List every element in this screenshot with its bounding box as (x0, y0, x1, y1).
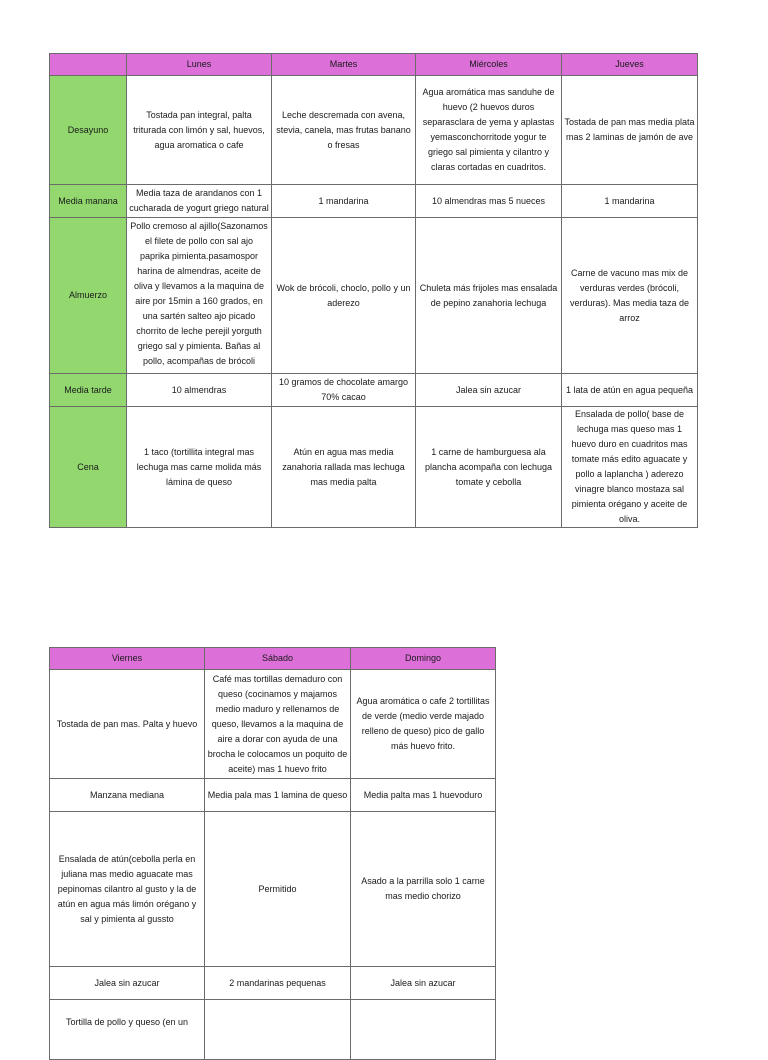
table-cell: Media pala mas 1 lamina de queso (205, 779, 351, 812)
table-cell: 10 almendras mas 5 nueces (416, 185, 562, 218)
table-cell: Carne de vacuno mas mix de verduras verdes (brócoli, verduras). Mas media taza de arroz (562, 218, 698, 374)
table-cell (205, 1000, 351, 1060)
table-cell: Wok de brócoli, choclo, pollo y un aderezo (272, 218, 416, 374)
table-cell: Atún en agua mas media zanahoria rallada mas lechuga mas media palta (272, 407, 416, 528)
cell-text: Tortilla de pollo y queso (en un (65, 1017, 189, 1027)
table-cell (127, 185, 272, 218)
header-viernes: Viernes (50, 648, 205, 670)
table-row (50, 1000, 496, 1060)
header-row (50, 648, 496, 670)
cell-text: Pollo cremoso al ajillo(Sazonamos el filete de pollo con sal ajo paprika pimienta.pasamospor harina de almendras, aceite de oliva y llevamos a la maquina de aire por 15min a 160 grados, en una sartén salteo ajo picado chorrito de leche perejil yorguth griego sal y pimienta. Bañas al pollo, acompañas de brócoli (130, 220, 268, 366)
table-cell (127, 218, 272, 374)
table-row (50, 779, 496, 812)
table-row (50, 76, 698, 185)
table-cell (50, 1000, 205, 1060)
table-cell: Tostada pan integral, palta triturada con limón y sal, huevos, agua aromatica o cafe (127, 76, 272, 185)
row-label-cena: Cena (50, 407, 127, 528)
table-cell: Jalea sin azucar (416, 374, 562, 407)
table-cell: Tostada de pan mas. Palta y huevo (50, 670, 205, 779)
header-row (50, 54, 698, 76)
table-row (50, 374, 698, 407)
header-martes: Martes (272, 54, 416, 76)
table-cell: 1 mandarina (272, 185, 416, 218)
table-cell: Tostada de pan mas media plata mas 2 laminas de jamón de ave (562, 76, 698, 185)
header-miercoles: Miércoles (416, 54, 562, 76)
header-domingo: Domingo (351, 648, 496, 670)
header-lunes: Lunes (127, 54, 272, 76)
table-cell: Ensalada de pollo( base de lechuga mas queso mas 1 huevo duro en cuadritos mas tomate más edito aguacate y pollo a laplancha ) aderezo vinagre blanco mostaza sal pimienta orégano y aceite de oliva. (562, 407, 698, 528)
row-label-media-manana: Media manana (50, 185, 127, 218)
table-cell: Leche descremada con avena, stevia, canela, mas frutas banano o fresas (272, 76, 416, 185)
table-cell: Jalea sin azucar (351, 967, 496, 1000)
table-cell: 1 lata de atún en agua pequeña (562, 374, 698, 407)
table-cell: Café mas tortillas demaduro con queso (cocinamos y majamos medio maduro y rellenamos de queso, llevamos a la maquina de aire a dorar con ayuda de una brocha le colocamos un poquito de aceite) mas 1 huevo frito (205, 670, 351, 779)
table-cell: Chuleta más frijoles mas ensalada de pepino zanahoria lechuga (416, 218, 562, 374)
table-row (50, 218, 698, 374)
header-corner (50, 54, 127, 76)
table-cell: 1 carne de hamburguesa ala plancha acompaña con lechuga tomate y cebolla (416, 407, 562, 528)
table-cell: Media palta mas 1 huevoduro (351, 779, 496, 812)
table-row (50, 670, 496, 779)
row-label-media-tarde: Media tarde (50, 374, 127, 407)
table-cell: Agua aromática mas sanduhe de huevo (2 huevos duros separasclara de yema y aplastas yemasconchorritode yogur te griego sal pimienta y cilantro y claras cortadas en cuadritos. (416, 76, 562, 185)
table-cell: Asado a la parrilla solo 1 carne mas medio chorizo (351, 812, 496, 967)
table-cell: Jalea sin azucar (50, 967, 205, 1000)
table-cell (351, 1000, 496, 1060)
table-cell: 10 gramos de chocolate amargo 70% cacao (272, 374, 416, 407)
table-cell: Ensalada de atún(cebolla perla en juliana mas medio aguacate mas pepinomas cilantro al gusto y la de atún en agua más limón orégano y sal y pimienta al gussto (50, 812, 205, 967)
table-cell: Permitido (205, 812, 351, 967)
row-label-desayuno: Desayuno (50, 76, 127, 185)
table-cell: Manzana mediana (50, 779, 205, 812)
weekly-menu-table-1 (49, 53, 698, 528)
table-cell: Agua aromática o cafe 2 tortillitas de verde (medio verde majado relleno de queso) pico de gallo más huevo frito. (351, 670, 496, 779)
cell-text: Media taza de arandanos con 1 cucharada de yogurt griego natural (129, 187, 269, 213)
table-row (50, 967, 496, 1000)
table-cell: 1 mandarina (562, 185, 698, 218)
table-row (50, 407, 698, 528)
table-cell: 2 mandarinas pequenas (205, 967, 351, 1000)
table-row (50, 185, 698, 218)
table-cell: 1 taco (tortillita integral mas lechuga mas carne molida más lámina de queso (127, 407, 272, 528)
weekly-menu-table-2 (49, 647, 496, 1060)
row-label-almuerzo: Almuerzo (50, 218, 127, 374)
header-sabado: Sábado (205, 648, 351, 670)
table-row (50, 812, 496, 967)
table-cell: 10 almendras (127, 374, 272, 407)
header-jueves: Jueves (562, 54, 698, 76)
